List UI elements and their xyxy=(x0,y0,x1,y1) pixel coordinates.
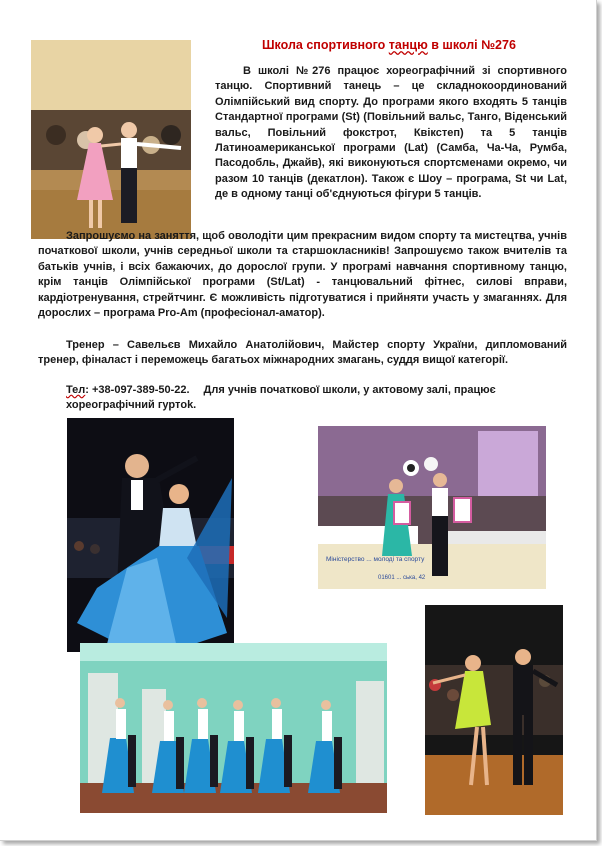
tel-number: : +38-097-389-50-22. xyxy=(85,384,190,396)
paragraph-trainer: Тренер – Савельєв Михайло Анатолійович, Майстер спорту України, дипломований тренер, фіналаст і переможець багатьох міжнародних змагань, суддя вищої категорії. xyxy=(38,339,567,367)
photo-ballroom-couple-image xyxy=(67,418,234,652)
document-title xyxy=(262,38,516,52)
title-prefix: Школа спортивного xyxy=(262,38,389,52)
photo-dance-group xyxy=(80,643,387,813)
paragraph-intro: В школі №276 працює хореографічний зі спортивного танцю. Спортивний танець – це складнокоординований Олімпійський вид спорту. До програми якого входять 5 танців Стандартної програми (St) (Повільний вальс, Танго, Віденський вальс, Повільний фокстрот, Квікстеп) та 5 танців Латиноамериканської програми (Lat) (Самба, Ча-Ча, Румба, Пасодобль, Джайв), які виконуються спортсменами окремо, чи разом 10 танців (декатлон). Також є Шоу – програма, St чи Lat, де в одному танці об'єднуються фігури 5 танців. xyxy=(215,65,567,201)
photo-children-diplomas-image xyxy=(318,426,546,589)
photo-children-dancing xyxy=(31,40,191,239)
tel-label: Тел xyxy=(66,384,86,396)
title-underlined-word: танцю xyxy=(388,38,428,52)
tel-note: Для учнів початкової школи, у актовому залі, працює хореографічний гуртok. xyxy=(66,384,496,412)
photo-children-dancing-image xyxy=(31,40,191,239)
photo-ballroom-couple xyxy=(67,418,234,652)
paragraph-invitation: Запрошуємо на заняття, щоб оволодіти цим прекрасним видом спорту та мистецтва, учнів початкової школи, учнів середньої школи та старшокласників! Запрошуємо також вчителів та батьків учнів, і всіх бажаючих, до дорослої групи. У програмі навчання спортивному танцю, крім танців Олімпійської програми (St/Lat) - танцювальний фітнес, силові вправи, кардіотренування, стрейтчинг. Є можливість підготуватися і прийняти участь у змаганнях. Для дорослих – програма Pro-Am (професіонал-аматор). xyxy=(38,230,567,320)
contact-line xyxy=(66,383,566,414)
photo-dance-group-image xyxy=(80,643,387,813)
photo-latin-couple xyxy=(425,605,563,815)
banner-text: Міністерство ... молоді та спорту xyxy=(326,556,425,563)
photo-children-diplomas xyxy=(318,426,546,589)
title-suffix: в школі №276 xyxy=(427,38,516,52)
banner-address: 01601 ... ська, 42 xyxy=(378,575,426,581)
photo-latin-couple-image xyxy=(425,605,563,815)
